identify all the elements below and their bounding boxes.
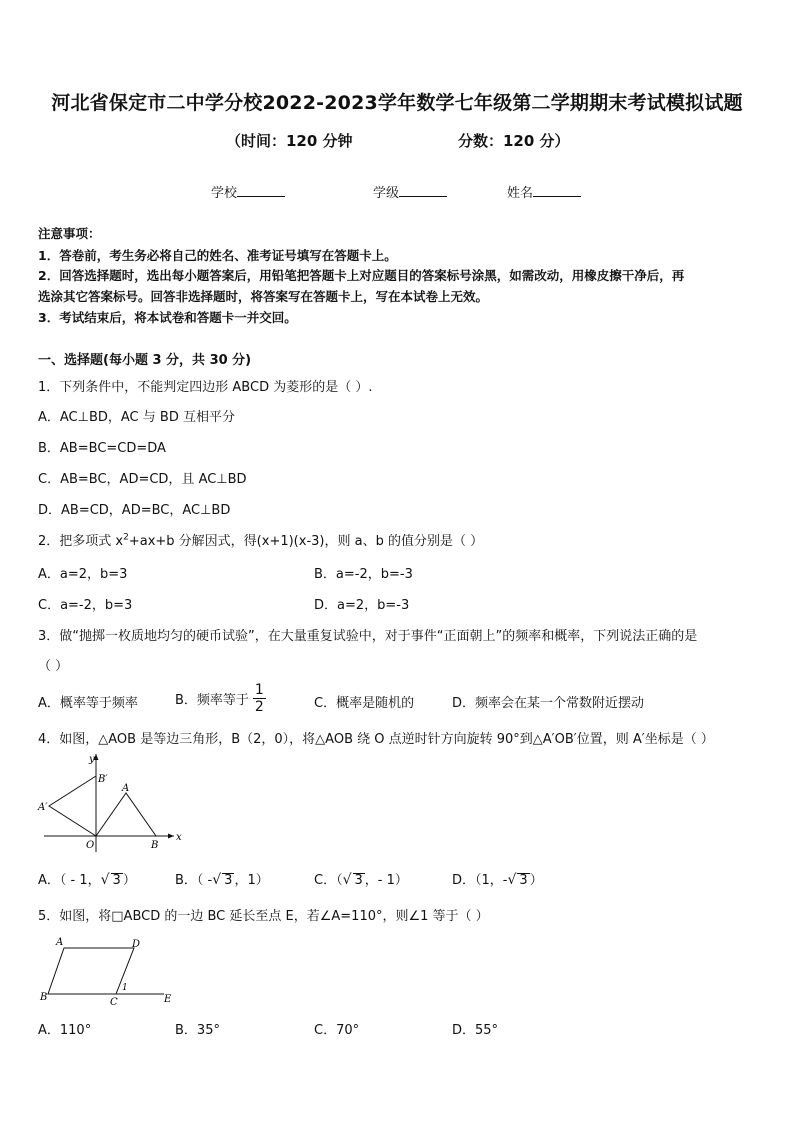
notice-item: 选涂其它答案标号。回答非选择题时，将答案写在答题卡上，写在本试卷上无效。 — [38, 289, 489, 304]
q4-option-c-text: ，- 1） — [364, 873, 408, 888]
triangle-aob — [96, 793, 156, 836]
rotation-figure — [34, 748, 184, 856]
label-y: y — [89, 754, 95, 765]
label-b: B — [151, 840, 159, 851]
sqrt-icon: √ — [342, 872, 352, 888]
q2-option-b: B．a=-2，b=-3 — [314, 567, 413, 582]
name-field — [507, 182, 581, 201]
radicand: 3 — [112, 873, 121, 888]
q4-option-c-text: C．（ — [314, 873, 343, 888]
q1-option-b: B．AB=BC=CD=DA — [38, 441, 166, 456]
q3-option-b-text: B．频率等于 — [175, 693, 249, 708]
label-angle-1: 1 — [122, 983, 128, 993]
sqrt-icon: √ — [507, 872, 517, 888]
q5-option-d: D．55° — [452, 1023, 499, 1038]
time-label: （时间：120 分钟 — [226, 132, 353, 150]
q3-option-b — [175, 682, 266, 715]
label-b: B — [40, 992, 48, 1003]
label-a: A — [56, 937, 64, 948]
q2-option-d: D．a=2，b=-3 — [314, 598, 410, 613]
fraction-one-half — [253, 682, 266, 715]
sqrt-icon: √ — [100, 872, 110, 888]
notice-item: 3．考试结束后，将本试卷和答题卡一并交回。 — [38, 310, 297, 325]
q2-option-c: C．a=-2，b=3 — [38, 598, 133, 613]
q5-option-b: B．35° — [175, 1023, 220, 1038]
grade-label: 学级 — [373, 186, 400, 201]
school-blank — [237, 184, 285, 197]
q4-option-b-text: ，1） — [234, 873, 269, 888]
q4-option-b — [175, 869, 269, 888]
label-d: D — [132, 939, 141, 950]
x-axis-arrow — [168, 834, 174, 839]
name-blank — [533, 184, 581, 197]
label-o: O — [86, 840, 95, 851]
fraction-denominator: 2 — [254, 699, 264, 715]
q4-option-a — [38, 869, 136, 888]
school-field — [211, 182, 285, 201]
label-c: C — [110, 997, 118, 1008]
triangle-aob-rotated — [49, 776, 96, 836]
q5-option-c: C．70° — [314, 1023, 360, 1038]
section-heading: 一、选择题(每小题 3 分，共 30 分) — [38, 353, 252, 368]
q3-option-d: D．频率会在某一个常数附近摆动 — [452, 696, 645, 711]
label-a: A — [122, 783, 130, 794]
fraction-numerator: 1 — [254, 682, 264, 698]
school-label: 学校 — [211, 186, 238, 201]
q2-option-a: A．a=2，b=3 — [38, 567, 128, 582]
label-b-prime: B′ — [98, 774, 108, 785]
q1-option-a: A．AC⊥BD，AC 与 BD 互相平分 — [38, 410, 235, 425]
radicand: 3 — [519, 873, 528, 888]
q5-option-a: A．110° — [38, 1023, 92, 1038]
sqrt-icon: √ — [212, 872, 222, 888]
score-label: 分数：120 分） — [458, 132, 570, 150]
notice-heading: 注意事项： — [38, 226, 101, 241]
question-2-stem — [38, 530, 483, 549]
q3-option-c: C．概率是随机的 — [314, 696, 415, 711]
grade-field — [373, 182, 447, 201]
q4-option-b-text: B．（ - — [175, 873, 213, 888]
radicand: 3 — [224, 873, 233, 888]
question-1-stem: 1．下列条件中，不能判定四边形 ABCD 为菱形的是（ ）. — [38, 380, 373, 395]
q4-option-a-text: A．（ - 1， — [38, 873, 101, 888]
q4-option-d-text: ） — [529, 873, 543, 888]
q4-option-c — [314, 869, 408, 888]
q1-option-c: C．AB=BC，AD=CD，且 AC⊥BD — [38, 472, 247, 487]
label-x: x — [176, 832, 182, 843]
q4-option-d — [452, 869, 543, 888]
q2-stem-part: 2．把多项式 x — [38, 534, 124, 549]
radicand: 3 — [354, 873, 363, 888]
q4-option-d-text: D．（1，- — [452, 873, 508, 888]
grade-blank — [399, 184, 447, 197]
question-4-stem: 4．如图，△AOB 是等边三角形，B（2，0），将△AOB 绕 O 点逆时针方向旋转 90°到△A′OB′位置，则 A′坐标是（ ） — [38, 732, 714, 747]
question-3-paren: （ ） — [38, 659, 69, 674]
question-5-stem: 5．如图，将□ABCD 的一边 BC 延长至点 E，若∠A=110°，则∠1 等于（ ） — [38, 909, 489, 924]
q3-option-a: A．概率等于频率 — [38, 696, 138, 711]
parallelogram-figure — [36, 932, 176, 1008]
q2-stem-part: +ax+b 分解因式，得(x+1)(x-3)，则 a、b 的值分别是（ ） — [128, 534, 484, 549]
exam-title: 河北省保定市二中学分校2022-2023学年数学七年级第二学期期末考试模拟试题 — [51, 92, 743, 114]
label-e: E — [164, 994, 172, 1005]
label-a-prime: A′ — [38, 802, 48, 813]
notice-item: 2．回答选择题时，选出每小题答案后，用铅笔把答题卡上对应题目的答案标号涂黑，如需改动，用橡皮擦干净后，再 — [38, 268, 685, 283]
q1-option-d: D．AB=CD，AD=BC，AC⊥BD — [38, 503, 231, 518]
q2-exponent: 2 — [123, 532, 129, 543]
name-label: 姓名 — [507, 186, 534, 201]
notice-item: 1．答卷前，考生务必将自己的姓名、准考证号填写在答题卡上。 — [38, 248, 397, 263]
q4-option-a-text: ） — [122, 873, 136, 888]
question-3-stem: 3．做“抛掷一枚质地均匀的硬币试验”，在大量重复试验中，对于事件“正面朝上”的频率和概率，下列说法正确的是 — [38, 629, 698, 644]
